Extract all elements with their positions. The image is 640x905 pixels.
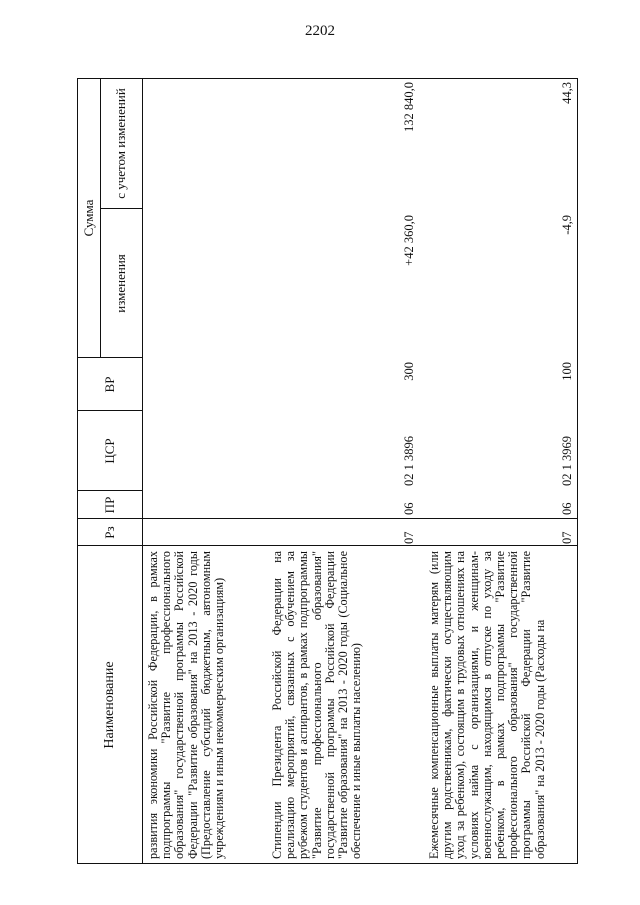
row-2-csr: 02 1 3896 — [402, 436, 416, 486]
budget-table — [77, 78, 578, 864]
row-2-pr: 06 — [402, 502, 416, 515]
row-1-name: развития экономики Российской Федерации, в рамках подпрограммы "Развитие профессионального образования" государственной программы Российской Федерации "Развитие образования" на 2013 - 2020 годы (Предоставление субсидий бюджетным, автономным учреждениям и иным некоммерческим организациям) — [146, 551, 227, 859]
row-3-pr: 06 — [560, 502, 574, 515]
header-with-change: с учетом изменений — [113, 88, 128, 199]
row-2-vr: 300 — [402, 362, 416, 381]
page-number: 2202 — [305, 23, 335, 39]
header-change: изменения — [113, 254, 128, 313]
header-name: Наименование — [101, 661, 117, 749]
header-pr: ПР — [101, 496, 117, 514]
row-2-change: +42 360,0 — [402, 215, 416, 266]
row-3-change: -4,9 — [560, 215, 574, 235]
header-csr: ЦСР — [101, 438, 117, 464]
row-3-name: Ежемесячные компенсационные выплаты матерям (или другим родственникам, фактически осуществляющим уход за ребенком), состоящим в трудовых отношениях на условиях найма с организациями, и женщинам-военнослужащим, находящимся в отпуске по уходу за ребенком, в рамках подпрограммы "Развитие профессионального образования" государственной программы Российской Федерации "Развитие образования" на 2013 - 2020 годы (Расходы на — [427, 551, 547, 859]
row-3-csr: 02 1 3969 — [560, 436, 574, 486]
header-bottom-rule — [142, 78, 143, 864]
row-2-name: Стипендии Президента Российской Федерации на реализацию мероприятий, связанных с обучением за рубежом студентов и аспирантов, в рамках подпрограммы "Развитие профессионального образования" государственной программы Российской Федерации "Развитие образования" на 2013 - 2020 годы (Социальное обеспечение и иные выплаты населению) — [270, 551, 364, 859]
row-3-rz: 07 — [560, 531, 574, 544]
header-vr: ВР — [101, 376, 117, 393]
row-2-rz: 07 — [402, 531, 416, 544]
row-3-total: 44,3 — [560, 82, 574, 104]
col-divider-rz — [77, 518, 578, 519]
header-rz: Рз — [101, 526, 117, 539]
row-3-vr: 100 — [560, 362, 574, 381]
row-2-total: 132 840,0 — [402, 82, 416, 132]
header-sum: Сумма — [80, 199, 96, 237]
